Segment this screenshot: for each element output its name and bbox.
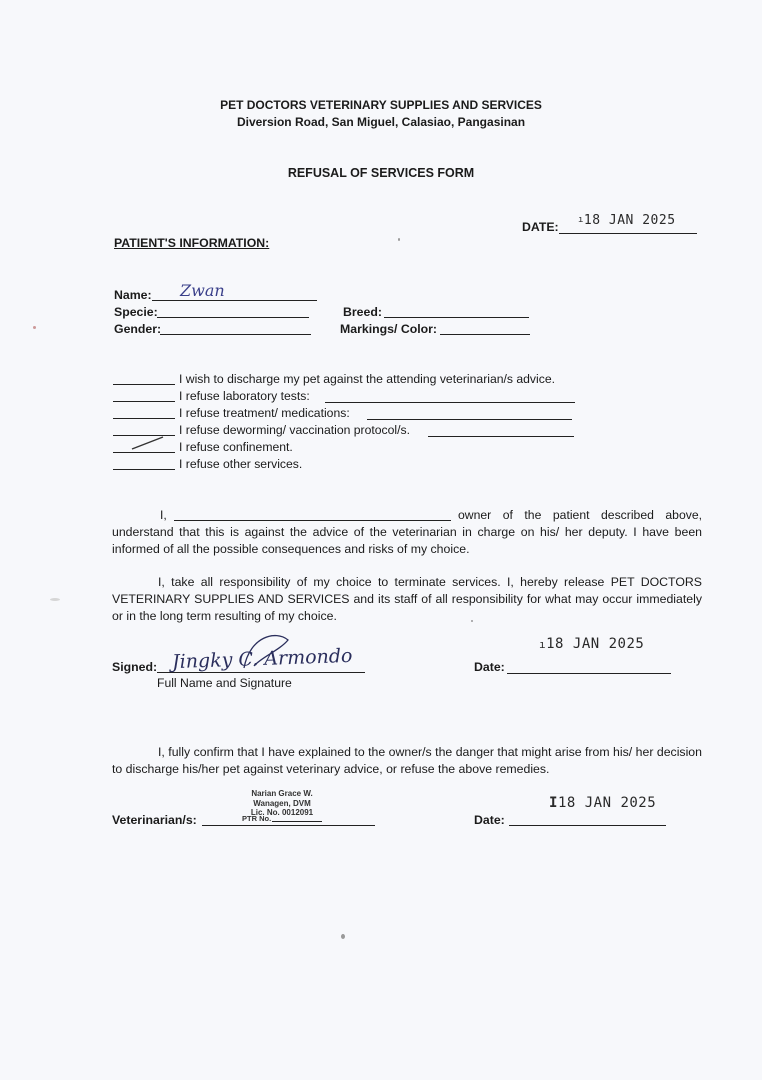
scan-speck: [398, 238, 400, 241]
option-treatment: I refuse treatment/ medications:: [179, 406, 350, 420]
date-stamp: ı18 JAN 2025: [578, 213, 676, 228]
company-name: PET DOCTORS VETERINARY SUPPLIES AND SERVICES: [220, 98, 542, 112]
responsibility-statement: I, take all responsibility of my choice to terminate services. I, hereby release PET DOCTORS VETERINARY SUPPLIES AND SERVICES and its staff of all responsibility for what may occur immediately or in the long term resulting of my choice.: [112, 575, 702, 623]
name-field[interactable]: [152, 300, 317, 301]
breed-label: Breed:: [343, 305, 382, 319]
specie-label: Specie:: [114, 305, 158, 319]
owner-statement-i: I,: [160, 508, 167, 522]
option-confinement: I refuse confinement.: [179, 440, 293, 454]
treatment-detail-field[interactable]: [367, 419, 572, 420]
company-address: Diversion Road, San Miguel, Calasiao, Pangasinan: [236, 115, 526, 129]
owner-signature: Jingky C. Armondo: [171, 644, 353, 674]
owner-date-stamp: ı18 JAN 2025: [539, 636, 645, 652]
owner-date-field[interactable]: [507, 673, 671, 674]
gender-field[interactable]: [160, 334, 311, 335]
patient-section-title: PATIENT'S INFORMATION:: [114, 236, 270, 250]
scan-speck: [50, 598, 60, 601]
option-blank-lab-tests[interactable]: [113, 401, 175, 402]
checkmark-icon: [130, 434, 166, 452]
vet-date-label: Date:: [474, 813, 505, 827]
form-title: REFUSAL OF SERVICES FORM: [287, 166, 475, 180]
confirmation-statement: I, fully confirm that I have explained to the owner/s the danger that might arise from his/ her decision to discharge his/her pet against veterinary advice, or refuse the above remedies.: [112, 745, 702, 776]
veterinarian-label: Veterinarian/s:: [112, 813, 197, 827]
signature-caption: Full Name and Signature: [157, 676, 292, 690]
deworming-detail-field[interactable]: [428, 436, 574, 437]
owner-statement-rest: owner of the patient described above,: [458, 508, 702, 522]
vet-date-stamp: I18 JAN 2025: [549, 795, 657, 811]
option-other: I refuse other services.: [179, 457, 303, 471]
option-blank-treatment[interactable]: [113, 418, 175, 419]
scan-speck: [471, 620, 473, 622]
gender-label: Gender:: [114, 322, 162, 336]
owner-date-label: Date:: [474, 660, 505, 674]
vet-date-field[interactable]: [509, 825, 666, 826]
vet-stamp-name: Narian Grace W. Wanagen, DVM: [251, 789, 313, 808]
vet-stamp-ptr: PTR No.: [242, 814, 272, 823]
specie-field[interactable]: [157, 317, 309, 318]
owner-statement-body: understand that this is against the advice of the veterinarian in charge on his/ her deputy. I have been informed of all the possible consequences and risks of my choice.: [112, 525, 702, 556]
name-value: Zwan: [180, 281, 225, 300]
option-lab-tests: I refuse laboratory tests:: [179, 389, 310, 403]
vet-stamp-license: Lic. No. 0012091: [250, 808, 314, 817]
scan-speck: [341, 934, 345, 939]
lab-tests-detail-field[interactable]: [325, 402, 575, 403]
date-label: DATE:: [522, 220, 559, 234]
signed-label: Signed:: [112, 660, 158, 674]
date-line: [559, 233, 697, 234]
option-blank-discharge[interactable]: [113, 384, 175, 385]
veterinarian-signature-field[interactable]: [202, 825, 375, 826]
owner-name-field[interactable]: [174, 520, 451, 521]
name-label: Name:: [114, 288, 152, 302]
option-blank-confinement[interactable]: [113, 452, 175, 453]
option-blank-other[interactable]: [113, 469, 175, 470]
ptr-field[interactable]: [272, 821, 322, 822]
scan-speck: [33, 326, 36, 329]
option-discharge: I wish to discharge my pet against the attending veterinarian/s advice.: [179, 372, 555, 386]
signature-flourish-icon: [236, 628, 296, 672]
option-deworming: I refuse deworming/ vaccination protocol/s.: [179, 423, 410, 437]
breed-field[interactable]: [384, 317, 529, 318]
markings-label: Markings/ Color:: [340, 322, 438, 336]
markings-field[interactable]: [440, 334, 530, 335]
